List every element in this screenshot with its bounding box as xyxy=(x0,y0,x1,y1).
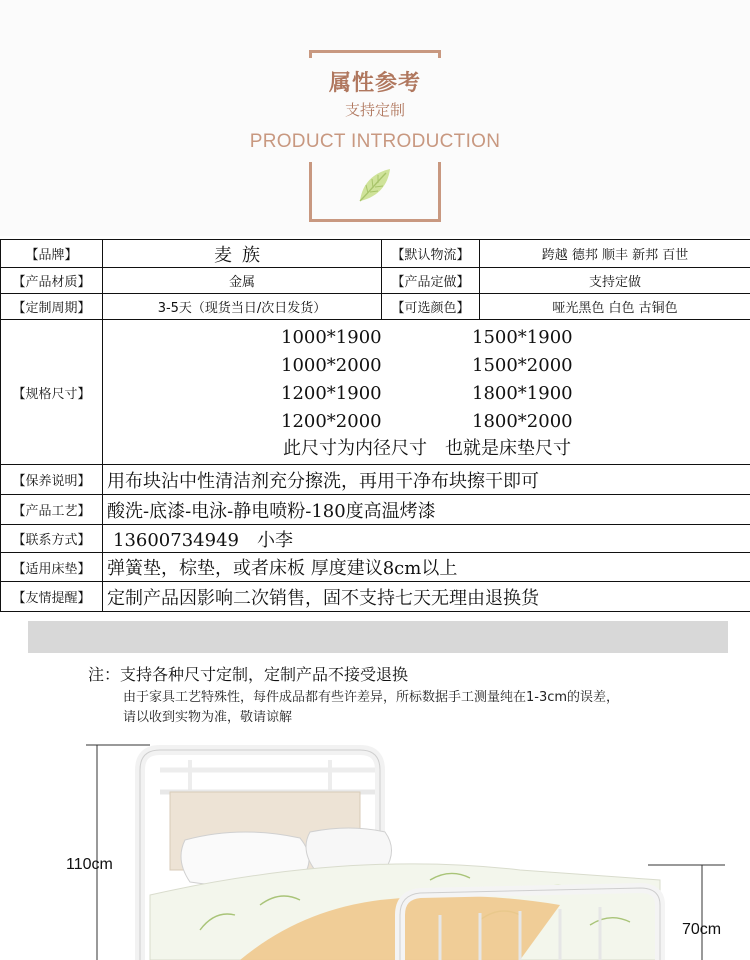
table-row xyxy=(1,465,750,495)
size-item: 1000*1900 xyxy=(281,327,382,348)
table-row xyxy=(1,553,750,582)
table-row xyxy=(1,240,750,268)
size-item: 1200*2000 xyxy=(281,411,382,432)
size-item: 1200*1900 xyxy=(281,383,382,404)
material-value: 金属 xyxy=(103,268,382,294)
table-row xyxy=(1,525,750,553)
brand-value: 麦族 xyxy=(103,240,382,268)
note-detail-2: 请以收到实物为准，敬请谅解 xyxy=(123,710,293,725)
size-item: 1000*2000 xyxy=(281,355,382,376)
size-item: 1800*1900 xyxy=(472,383,573,404)
custom-value: 支持定做 xyxy=(480,268,750,294)
colors-label: 【可选颜色】 xyxy=(382,294,480,320)
size-cell xyxy=(103,320,750,465)
leaf-icon xyxy=(356,165,394,205)
divider-band xyxy=(28,621,728,653)
intro-header xyxy=(0,0,750,236)
care-value: 用布块沾中性清洁剂充分擦洗，再用干净布块擦干即可 xyxy=(103,465,750,495)
contact-label: 【联系方式】 xyxy=(1,525,103,553)
headboard-height-label: 110cm xyxy=(66,856,113,873)
note-title: 注：支持各种尺寸定制，定制产品不接受退换 xyxy=(88,665,409,684)
table-row xyxy=(1,495,750,525)
material-label: 【产品材质】 xyxy=(1,268,103,294)
contact-value: 13600734949 小李 xyxy=(103,525,750,553)
cycle-label: 【定制周期】 xyxy=(1,294,103,320)
reminder-value: 定制产品因影响二次销售，固不支持七天无理由退换货 xyxy=(103,582,750,612)
cycle-value: 3-5天（现货当日/次日发货） xyxy=(103,294,382,320)
size-item: 1500*2000 xyxy=(472,355,573,376)
colors-value: 哑光黑色 白色 古铜色 xyxy=(480,294,750,320)
note-detail: 由于家具工艺特殊性，每件成品都有些许差异，所标数据手工测量纯在1-3cm的误差， xyxy=(123,690,620,705)
process-value: 酸洗-底漆-电泳-静电喷粉-180度高温烤漆 xyxy=(103,495,750,525)
size-note: 此尺寸为内径尺寸 也就是床垫尺寸 xyxy=(283,438,571,459)
care-label: 【保养说明】 xyxy=(1,465,103,495)
table-row xyxy=(1,320,750,465)
footboard-height-label: 70cm xyxy=(682,921,722,938)
section-subtitle: 支持定制 xyxy=(344,101,405,119)
bed-image xyxy=(0,730,750,960)
size-label: 【规格尺寸】 xyxy=(1,320,103,465)
bed-illustration xyxy=(0,730,750,960)
brand-label: 【品牌】 xyxy=(1,240,103,268)
mattress-value: 弹簧垫，棕垫，或者床板 厚度建议8cm以上 xyxy=(103,553,750,582)
table-row xyxy=(1,582,750,612)
size-item: 1800*2000 xyxy=(472,411,573,432)
size-grid xyxy=(103,320,750,464)
spec-table xyxy=(0,239,750,612)
size-item: 1500*1900 xyxy=(472,327,573,348)
section-title: 属性参考 xyxy=(328,71,421,96)
logistics-label: 【默认物流】 xyxy=(382,240,480,268)
process-label: 【产品工艺】 xyxy=(1,495,103,525)
mattress-label: 【适用床垫】 xyxy=(1,553,103,582)
logistics-value: 跨越 德邦 顺丰 新邦 百世 xyxy=(480,240,750,268)
custom-label: 【产品定做】 xyxy=(382,268,480,294)
table-row xyxy=(1,268,750,294)
section-english-title: PRODUCT INTRODUCTION xyxy=(249,131,501,152)
table-row xyxy=(1,294,750,320)
reminder-label: 【友情提醒】 xyxy=(1,582,103,612)
